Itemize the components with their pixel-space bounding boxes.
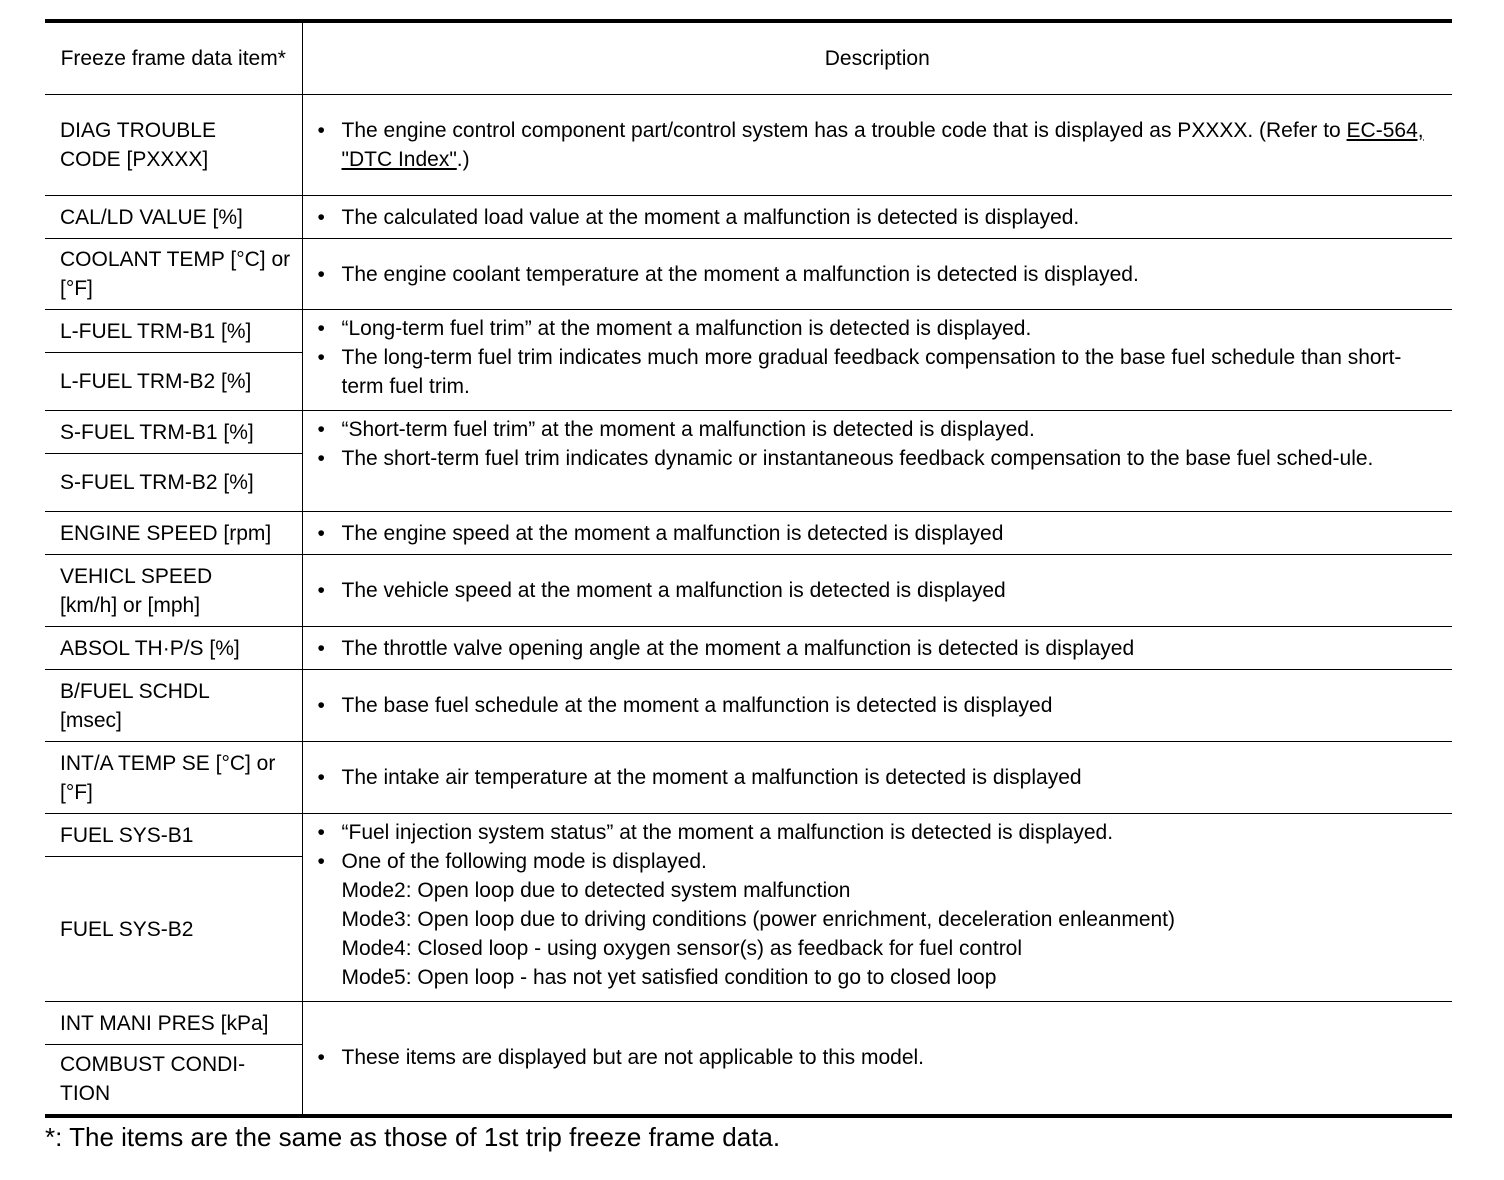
description-cell — [302, 310, 1452, 411]
mode-line: Mode2: Open loop due to detected system malfunction — [341, 879, 851, 902]
bullet — [318, 691, 1441, 720]
description-text: The short-term fuel trim indicates dynamic or instantaneous feedback compensation to the base fuel sched-ule. — [341, 447, 1374, 470]
item-cell: INT MANI PRES [kPa] — [45, 1002, 302, 1045]
bullet-icon: • — [317, 262, 325, 286]
bullet-icon: • — [317, 346, 325, 369]
mode-line: Mode4: Closed loop - using oxygen sensor(s) as feedback for fuel control — [341, 937, 1023, 960]
item-cell: ABSOL TH·P/S [%] — [45, 627, 302, 670]
description-text: The vehicle speed at the moment a malfunction is detected is displayed — [341, 579, 1006, 602]
item-cell — [45, 742, 302, 814]
table-row — [45, 310, 1452, 353]
table-row — [45, 512, 1452, 555]
description-text: These items are displayed but are not applicable to this model. — [341, 1046, 924, 1070]
item-label: COMBUST CONDI-TION — [60, 1053, 246, 1106]
description-text: The long-term fuel trim indicates much more gradual feedback compensation to the base fuel schedule than short-term fuel trim. — [341, 346, 1402, 398]
table-row — [45, 1002, 1452, 1045]
description-cell — [302, 814, 1452, 1002]
item-cell — [45, 239, 302, 310]
item-cell: CAL/LD VALUE [%] — [45, 196, 302, 239]
description-text: .) — [456, 148, 470, 171]
item-label: DIAG TROUBLE CODE [PXXXX] — [60, 119, 216, 171]
item-cell: S-FUEL TRM-B2 [%] — [45, 454, 302, 512]
bullet — [318, 847, 1441, 876]
bullet — [318, 116, 1441, 174]
item-cell: ENGINE SPEED [rpm] — [45, 512, 302, 555]
bullet-icon: • — [317, 1046, 325, 1070]
description-text: The engine speed at the moment a malfunction is detected is displayed — [341, 521, 1004, 545]
bullet-icon: • — [317, 579, 325, 602]
bullet-icon: • — [317, 418, 325, 441]
bullet — [318, 203, 1441, 232]
bullet — [318, 415, 1441, 444]
description-text: The intake air temperature at the moment a malfunction is detected is displayed — [341, 766, 1082, 789]
mode-line: Mode3: Open loop due to driving conditions (power enrichment, deceleration enleanment) — [341, 908, 1175, 931]
table-row — [45, 239, 1452, 310]
bullet — [318, 314, 1441, 343]
bullet — [318, 444, 1441, 473]
dtc-index-link[interactable]: EC-564, "DTC Index" — [341, 119, 1424, 171]
description-cell — [302, 512, 1452, 555]
item-cell: L-FUEL TRM-B2 [%] — [45, 353, 302, 411]
table-header-row — [45, 21, 1452, 95]
bullet — [318, 260, 1441, 289]
table-row — [45, 814, 1452, 857]
footnote: *: The items are the same as those of 1st trip freeze frame data. — [45, 1122, 781, 1152]
bullet — [318, 634, 1441, 663]
description-text: The engine control component part/control system has a trouble code that is displayed as PXXXX. (Refer to — [341, 119, 1347, 142]
description-text: One of the following mode is displayed. — [341, 850, 707, 873]
bullet — [318, 519, 1441, 548]
bullet — [318, 818, 1441, 847]
item-cell: S-FUEL TRM-B1 [%] — [45, 411, 302, 454]
bullet — [318, 763, 1441, 792]
description-cell — [302, 555, 1452, 627]
bullet — [318, 343, 1441, 401]
description-cell — [302, 1002, 1452, 1116]
bullet-icon: • — [317, 821, 325, 844]
item-cell — [45, 670, 302, 742]
header-item: Freeze frame data item* — [45, 21, 302, 95]
bullet-icon: • — [317, 694, 325, 717]
bullet-icon: • — [317, 521, 325, 545]
description-cell — [302, 239, 1452, 310]
item-label: B/FUEL SCHDL [msec] — [60, 679, 209, 732]
table-row — [45, 196, 1452, 239]
bullet-icon: • — [317, 850, 325, 873]
bullet-icon: • — [317, 205, 325, 229]
bullet — [318, 1043, 1441, 1072]
description-cell — [302, 627, 1452, 670]
table-row — [45, 627, 1452, 670]
item-label: INT/A TEMP SE [°C] or [°F] — [60, 751, 276, 804]
description-text: The base fuel schedule at the moment a malfunction is detected is displayed — [341, 694, 1053, 717]
item-cell: FUEL SYS-B1 — [45, 814, 302, 857]
table-row — [45, 555, 1452, 627]
bullet-icon: • — [317, 119, 325, 142]
freeze-frame-table — [45, 19, 1452, 1118]
description-text: “Short-term fuel trim” at the moment a malfunction is detected is displayed. — [341, 418, 1035, 441]
header-description: Description — [302, 21, 1452, 95]
description-text: The throttle valve opening angle at the moment a malfunction is detected is displayed — [341, 636, 1135, 660]
mode-line: Mode5: Open loop - has not yet satisfied condition to go to closed loop — [341, 966, 997, 989]
description-text: “Fuel injection system status” at the moment a malfunction is detected is displayed. — [341, 821, 1114, 844]
bullet-icon: • — [317, 766, 325, 789]
item-label: COOLANT TEMP [°C] or [°F] — [60, 248, 291, 300]
bullet-icon: • — [317, 447, 325, 470]
item-cell — [45, 555, 302, 627]
table-row — [45, 670, 1452, 742]
description-text: “Long-term fuel trim” at the moment a malfunction is detected is displayed. — [341, 317, 1032, 340]
bullet-icon: • — [317, 636, 325, 660]
description-cell — [302, 196, 1452, 239]
description-text: The engine coolant temperature at the moment a malfunction is detected is displayed. — [341, 262, 1139, 286]
item-label: VEHICL SPEED [km/h] or [mph] — [60, 564, 213, 617]
item-cell: L-FUEL TRM-B1 [%] — [45, 310, 302, 353]
description-cell — [302, 411, 1452, 512]
table-row — [45, 411, 1452, 454]
table-row — [45, 95, 1452, 196]
bullet — [318, 576, 1441, 605]
item-cell — [45, 1045, 302, 1116]
description-cell — [302, 742, 1452, 814]
description-text: The calculated load value at the moment a malfunction is detected is displayed. — [341, 205, 1080, 229]
freeze-frame-table-container — [45, 19, 1452, 1118]
table-row — [45, 742, 1452, 814]
description-cell — [302, 95, 1452, 196]
item-cell: FUEL SYS-B2 — [45, 857, 302, 1002]
item-cell — [45, 95, 302, 196]
bullet-icon: • — [317, 317, 325, 340]
description-cell — [302, 670, 1452, 742]
